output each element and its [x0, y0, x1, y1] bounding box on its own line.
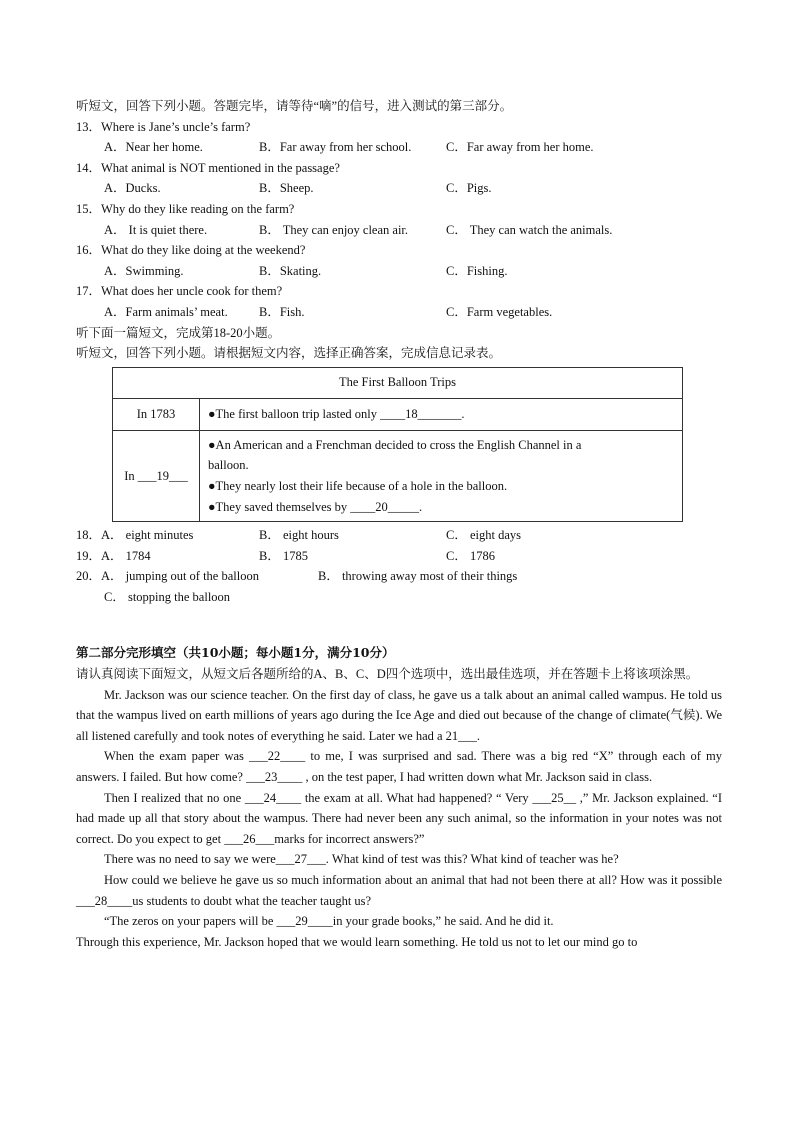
- option-c: C． eight days: [446, 528, 521, 543]
- option-c: C． stopping the balloon: [104, 589, 231, 604]
- fact-line-2: ●They nearly lost their life because of a hole in the balloon.: [208, 478, 508, 493]
- question-18: [76, 525, 722, 546]
- fact-line-1b: balloon.: [208, 458, 249, 473]
- question-17: 17．What does her uncle cook for them?: [76, 284, 283, 299]
- option-c: C．Far away from her home.: [446, 140, 594, 155]
- option-a: 19．A． 1784: [76, 548, 151, 563]
- option-c: C．Farm vegetables.: [446, 304, 553, 319]
- blank-20: ____20_____: [350, 499, 419, 514]
- question-19: [76, 546, 722, 567]
- cloze-paragraph-1: Mr. Jackson was our science teacher. On the first day of class, he gave us a talk about an animal called wampus. He told us that the wampus lived on earth millions of years ago during the Ice Age and died out because of the change of climate(气候). We all listened carefully and took notes of everything he said. Later we had a 21___.: [76, 687, 722, 743]
- question-15: 15．Why do they like reading on the farm?: [76, 201, 295, 216]
- cloze-paragraph-6: “The zeros on your papers will be ___29____in your grade books,” he said. And he did it.: [104, 914, 554, 929]
- option-b: B．Sheep.: [259, 181, 314, 196]
- document-page: [76, 96, 722, 952]
- question-16: 16．What do they like doing at the weekend?: [76, 243, 306, 258]
- blank-18: ____18_______: [380, 406, 462, 421]
- cloze-paragraph-4: There was no need to say we were___27___. What kind of test was this? What kind of teacher was he?: [104, 852, 619, 867]
- option-a: A．Near her home.: [104, 140, 203, 155]
- option-a: 18．A． eight minutes: [76, 528, 194, 543]
- year-prefix: In: [124, 468, 138, 483]
- info-record-table: [112, 367, 683, 522]
- section-2-title: 第二部分完形填空（共10小题；每小题1分，满分10分）: [76, 645, 395, 661]
- cloze-paragraph-3: Then I realized that no one ___24____ the exam at all. What had happened? “ Very ___25__ ,” Mr. Jackson explained. “I had made up all that story about the wampus. There had never been any such animal, so the information in your notes was not correct. Do you expect to get ___26___marks for incorrect answers?”: [76, 790, 722, 846]
- option-c: C．Fishing.: [446, 263, 508, 278]
- question-14-options: [76, 178, 722, 199]
- question-17-options: [76, 302, 722, 323]
- fact-text: ●They saved themselves by: [208, 499, 351, 514]
- option-a: A． It is quiet there.: [104, 222, 208, 237]
- fact-line-3: [208, 497, 674, 518]
- listening-intro-3: 听短文，回答下列小题。请根据短文内容，选择正确答案，完成信息记录表。: [76, 346, 502, 361]
- question-20-option-c: [76, 587, 722, 608]
- option-c: C．Pigs.: [446, 181, 492, 196]
- table-fact-row1: [200, 398, 683, 430]
- option-a: 20．A． jumping out of the balloon: [76, 569, 259, 584]
- option-b: B． eight hours: [259, 528, 339, 543]
- option-b: B．Skating.: [259, 263, 322, 278]
- question-16-options: [76, 261, 722, 282]
- question-14: 14．What animal is NOT mentioned in the passage?: [76, 160, 340, 175]
- option-a: A．Farm animals’ meat.: [104, 304, 228, 319]
- listening-intro-2: 听下面一篇短文，完成第18-20小题。: [76, 325, 281, 340]
- option-b: B． 1785: [259, 548, 308, 563]
- fact-end: .: [419, 499, 423, 514]
- cloze-paragraph-7: Through this experience, Mr. Jackson hoped that we would learn something. He told us not to let our mind go to: [76, 934, 638, 949]
- table-year-1783: In 1783: [113, 398, 200, 430]
- option-c: C． 1786: [446, 548, 495, 563]
- cloze-paragraph-5: How could we believe he gave us so much information about an animal that had not been there at all? How was it possible ___28____us students to doubt what the teacher taught us?: [76, 873, 722, 908]
- fact-text: ●The first balloon trip lasted only: [208, 406, 381, 421]
- question-13-options: [76, 137, 722, 158]
- listening-intro: 听短文，回答下列小题。答题完毕，请等待“嘀”的信号，进入测试的第三部分。: [76, 99, 513, 113]
- table-title: The First Balloon Trips: [113, 367, 683, 398]
- option-b: B． They can enjoy clean air.: [259, 222, 409, 237]
- option-b: B．Far away from her school.: [259, 140, 412, 155]
- option-a: A．Ducks.: [104, 181, 161, 196]
- question-13: 13．Where is Jane’s uncle’s farm?: [76, 119, 251, 134]
- blank-19: ___19___: [137, 468, 188, 483]
- section-2-instructions: 请认真阅读下面短文，从短文后各题所给的A、B、C、D四个选项中，选出最佳选项，并在答题卡上将该项涂黑。: [76, 667, 699, 682]
- table-year-19: [113, 430, 200, 521]
- question-15-options: [76, 220, 722, 241]
- option-b: B．Fish.: [259, 304, 305, 319]
- cloze-paragraph-2: When the exam paper was ___22____ to me, I was surprised and sad. There was a big red “X” through each of my answers. I failed. But how come? ___23____ , on the test paper, I had written down what Mr. Jackson said in class.: [76, 749, 722, 785]
- question-20: [76, 566, 722, 587]
- option-a: A．Swimming.: [104, 263, 184, 278]
- table-fact-row2: [200, 430, 683, 521]
- option-b: B． throwing away most of their things: [318, 569, 518, 584]
- option-c: C． They can watch the animals.: [446, 222, 613, 237]
- fact-line-1: ●An American and a Frenchman decided to cross the English Channel in a: [208, 437, 582, 452]
- fact-end: .: [461, 406, 465, 421]
